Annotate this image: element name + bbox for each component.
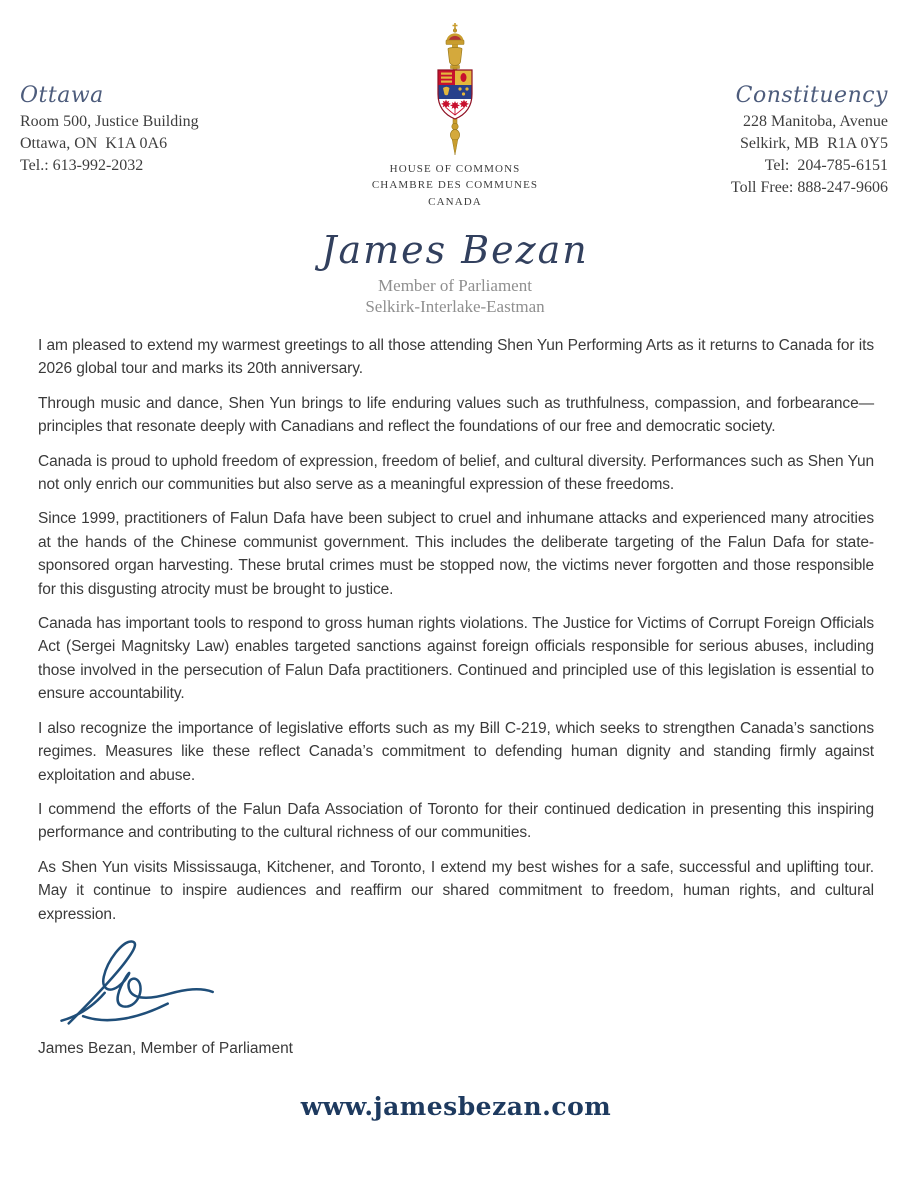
org-line-canada: CANADA (428, 196, 482, 208)
member-name: James Bezan (321, 228, 589, 272)
org-line-house-of-commons: HOUSE OF COMMONS (389, 163, 521, 175)
signature-icon (48, 937, 228, 1027)
signature-block (48, 937, 874, 1032)
ottawa-office-title: Ottawa (20, 83, 104, 108)
letter-paragraph: Canada is proud to uphold freedom of expression, freedom of belief, and cultural diversity. Performances such as Shen Yun not only enrich our communities but also serve as a meaningful expression of these freedoms. (38, 452, 874, 494)
signature-name-line: James Bezan, Member of Parliament (38, 1039, 293, 1057)
constituency-office-block (731, 85, 888, 199)
website-text: www.jamesbezan.com (300, 1091, 612, 1121)
member-identity-block (0, 228, 910, 317)
house-of-commons-crest-block (315, 22, 595, 211)
letter-paragraph: I commend the efforts of the Falun Dafa Association of Toronto for their continued dedication in presenting this inspiring performance and contributing to the cultural richness of our communities. (38, 800, 874, 842)
constituency-address-line: 228 Manitoba, Avenue (742, 113, 888, 130)
letter-paragraph: As Shen Yun visits Mississauga, Kitchener, and Toronto, I extend my best wishes for a safe, successful and uplifting tour. May it continue to inspire audiences and reaffirm our shared commitment to freedom, human rights, and cultural expression. (38, 858, 874, 923)
org-line-chambre-des-communes: CHAMBRE DES COMMUNES (371, 178, 539, 191)
constituency-phone-line: Tel: 204-785-6151 (764, 157, 888, 174)
ottawa-address-line: Room 500, Justice Building (20, 113, 199, 130)
letter-body (38, 334, 874, 1121)
letter-paragraph: Canada has important tools to respond to gross human rights violations. The Justice for Victims of Corrupt Foreign Officials Act (Sergei Magnitsky Law) enables targeted sanctions against foreign officials responsible for serious abuses, including those involved in the persecution of Falun Dafa practitioners. Continued and principled use of this legislation is essential to ensure accountability. (38, 615, 874, 703)
ottawa-address-line: Ottawa, ON K1A 0A6 (20, 135, 168, 152)
constituency-address-line: Selkirk, MB R1A 0Y5 (739, 135, 888, 152)
constituency-office-title: Constituency (735, 83, 888, 108)
ottawa-phone-line: Tel.: 613-992-2032 (20, 157, 144, 174)
parliamentary-mace-crest-icon (423, 22, 487, 158)
letter-paragraph: Through music and dance, Shen Yun brings to life enduring values such as truthfulness, compassion, and forbearance—principles that resonate deeply with Canadians and reflect the foundations of our free and democratic society. (38, 394, 874, 436)
letter-paragraph: Since 1999, practitioners of Falun Dafa have been subject to cruel and inhumane attacks and experienced many atrocities at the hands of the Chinese communist government. This includes the deliberate targeting of the Falun Dafa for state-sponsored organ harvesting. These brutal crimes must be stopped now, the victims never forgotten and those responsible for this disgusting atrocity must be brought to justice. (38, 510, 874, 598)
member-riding: Selkirk-Interlake-Eastman (365, 297, 545, 316)
constituency-tollfree-line: Toll Free: 888-247-9606 (730, 179, 888, 196)
letter-paragraph: I also recognize the importance of legislative efforts such as my Bill C-219, which seeks to strengthen Canada’s sanctions regimes. Measures like these reflect Canada’s commitment to defending human dignity and standing firmly against exploitation and abuse. (38, 719, 874, 784)
member-title: Member of Parliament (378, 276, 532, 295)
ottawa-office-block (20, 85, 199, 177)
letter-paragraph: I am pleased to extend my warmest greetings to all those attending Shen Yun Performing Arts as it returns to Canada for its 2026 global tour and marks its 20th anniversary. (38, 337, 874, 378)
